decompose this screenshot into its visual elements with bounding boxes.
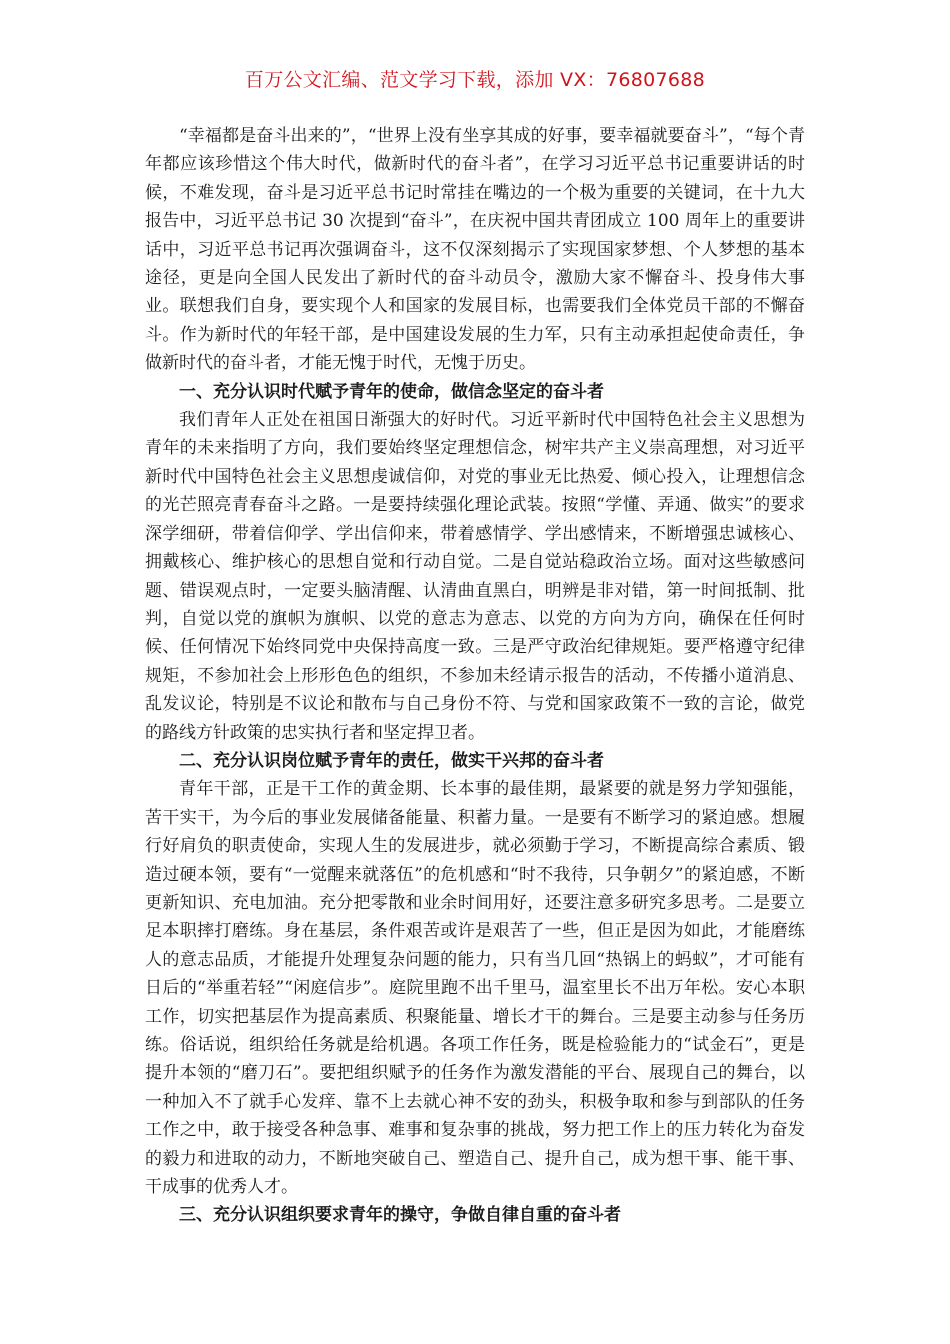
section-1-paragraph: 我们青年人正处在祖国日渐强大的好时代。习近平新时代中国特色社会主义思想为青年的未来指明了方向，我们要始终坚定理想信念，树牢共产主义崇高理想，对习近平新时代中国特色社会主义思想虔诚信仰，对党的事业无比热爱、倾心投入，让理想信念的光芒照亮青春奋斗之路。一是要持续强化理论武装。按照“学懂、弄通、做实”的要求深学细研，带着信仰学、学出信仰来，带着感情学、学出感情来，不断增强忠诚核心、拥戴核心、维护核心的思想自觉和行动自觉。二是自觉站稳政治立场。面对这些敏感问题、错误观点时，一定要头脑清醒、认清曲直黑白，明辨是非对错，第一时间抵制、批判，自觉以党的旗帜为旗帜、以党的意志为意志、以党的方向为方向，确保在任何时候、任何情况下始终同党中央保持高度一致。三是严守政治纪律规矩。要严格遵守纪律规矩，不参加社会上形形色色的组织，不参加未经请示报告的活动，不传播小道消息、乱发议论，特别是不议论和散布与自己身份不符、与党和国家政策不一致的言论，做党的路线方针政策的忠实执行者和坚定捍卫者。 [145, 410, 805, 743]
intro-paragraph: “幸福都是奋斗出来的”，“世界上没有坐享其成的好事，要幸福就要奋斗”，“每个青年都应该珍惜这个伟大时代，做新时代的奋斗者”，在学习习近平总书记重要讲话的时候，不难发现，奋斗是习近平总书记时常挂在嘴边的一个极为重要的关键词，在十九大报告中，习近平总书记 30 次提到“奋斗”，在庆祝中国共青团成立 100 周年上的重要讲话中，习近平总书记再次强调奋斗，这不仅深刻揭示了实现国家梦想、个人梦想的基本途径，更是向全国人民发出了新时代的奋斗动员令，激励大家不懈奋斗、投身伟大事业。联想我们自身，要实现个人和国家的发展目标，也需要我们全体党员干部的不懈奋斗。作为新时代的年轻干部，是中国建设发展的生力军，只有主动承担起使命责任，争做新时代的奋斗者，才能无愧于时代，无愧于历史。 [145, 126, 805, 374]
header-banner: 百万公文汇编、范文学习下载，添加 VX：76807688 [244, 69, 706, 91]
section-2-heading: 二、充分认识岗位赋予青年的责任，做实干兴邦的奋斗者 [179, 750, 604, 771]
document-body [145, 122, 805, 1230]
section-2-paragraph: 青年干部，正是干工作的黄金期、长本事的最佳期，最紧要的就是努力学知强能，苦干实干，为今后的事业发展储备能量、积蓄力量。一是要有不断学习的紧迫感。想履行好肩负的职责使命，实现人生的发展进步，就必须勤于学习，不断提高综合素质、锻造过硬本领，要有“一觉醒来就落伍”的危机感和“时不我待，只争朝夕”的紧迫感，不断更新知识、充电加油。充分把零散和业余时间用好，还要注意多研究多思考。二是要立足本职摔打磨练。身在基层，条件艰苦或许是艰苦了一些，但正是因为如此，才能磨练人的意志品质，才能提升处理复杂问题的能力，只有当几回“热锅上的蚂蚁”，才可能有日后的“举重若轻”“闲庭信步”。庭院里跑不出千里马，温室里长不出万年松。安心本职工作，切实把基层作为提高素质、积聚能量、增长才干的舞台。三是要主动参与任务历练。俗话说，组织给任务就是给机遇。各项工作任务，既是检验能力的“试金石”，更是提升本领的“磨刀石”。要把组织赋予的任务作为激发潜能的平台、展现自己的舞台，以一种加入不了就手心发痒、靠不上去就心神不安的劲头，积极争取和参与到部队的任务工作之中，敢于接受各种急事、难事和复杂事的挑战，努力把工作上的压力转化为奋发的毅力和进取的动力，不断地突破自己、塑造自己、提升自己，成为想干事、能干事、干成事的优秀人才。 [145, 779, 805, 1198]
section-1-heading: 一、充分认识时代赋予青年的使命，做信念坚定的奋斗者 [179, 381, 604, 402]
section-3-heading: 三、充分认识组织要求青年的操守，争做自律自重的奋斗者 [179, 1205, 621, 1226]
